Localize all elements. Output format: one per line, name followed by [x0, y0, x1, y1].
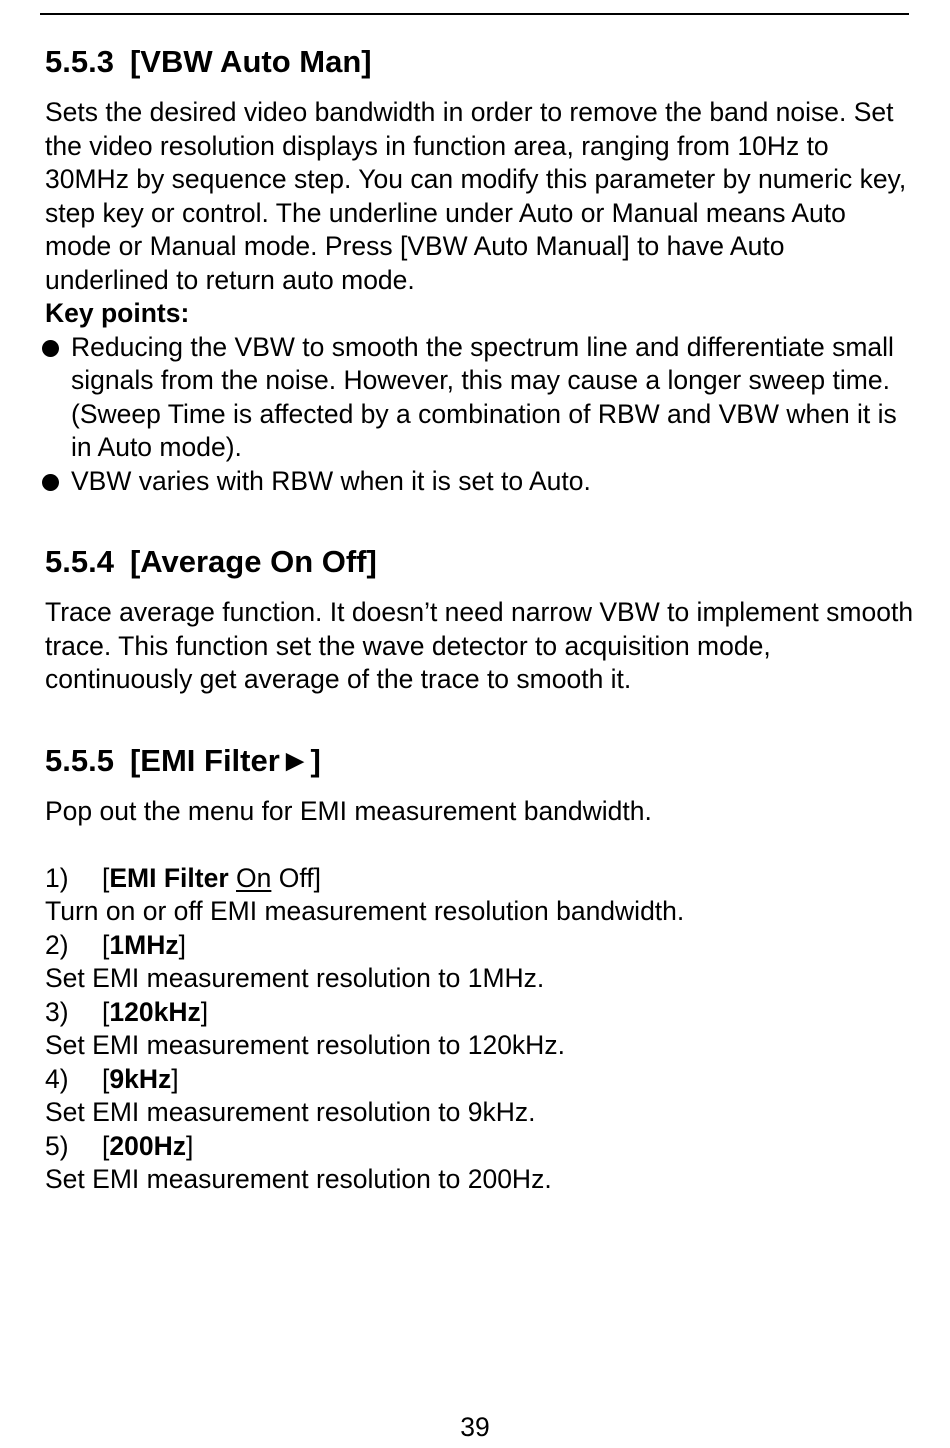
item-label-off: Off [278, 862, 314, 893]
section-title: [VBW Auto Man] [129, 44, 372, 79]
item-heading: 5) [200Hz] [45, 1130, 915, 1164]
section-title: [Average On Off] [129, 544, 377, 579]
item-heading: 1) [EMI Filter On Off] [45, 862, 915, 896]
item-heading: 2) [1MHz] [45, 929, 915, 963]
item-label: 9kHz [109, 1063, 172, 1094]
section-heading [45, 540, 915, 584]
item-heading: 4) [9kHz] [45, 1063, 915, 1097]
item-number: 1) [45, 862, 69, 893]
section-paragraph: Trace average function. It doesn’t need narrow VBW to implement smooth trace. This function set the wave detector to acquisition mode, continuously get average of the trace to smooth it. [45, 597, 914, 694]
emi-item-5 [45, 1130, 915, 1197]
item-label-on: On [236, 862, 272, 893]
item-label: 1MHz [109, 929, 179, 960]
key-points-label: Key points: [45, 298, 190, 328]
emi-item-3 [45, 996, 915, 1063]
item-description: Set EMI measurement resolution to 200Hz. [45, 1164, 552, 1194]
item-heading: 3) [120kHz] [45, 996, 915, 1030]
item-number: 3) [45, 996, 69, 1027]
top-rule [40, 13, 909, 15]
section-emi-filter [45, 739, 915, 1197]
list-item [42, 331, 915, 465]
bullet-text: VBW varies with RBW when it is set to Auto. [71, 465, 591, 496]
emi-item-4 [45, 1063, 915, 1130]
bullet-icon [42, 474, 59, 491]
item-number: 5) [45, 1130, 69, 1161]
section-heading [45, 40, 915, 84]
item-label: EMI Filter [109, 862, 229, 893]
section-number: 5.5.5 [45, 742, 114, 778]
section-paragraph: Pop out the menu for EMI measurement bandwidth. [45, 795, 652, 826]
item-description: Set EMI measurement resolution to 120kHz. [45, 1030, 565, 1060]
section-average-on-off [45, 540, 915, 697]
list-item [42, 465, 915, 499]
item-number: 2) [45, 929, 69, 960]
section-vbw-auto-man [45, 40, 915, 498]
bullet-text: Reducing the VBW to smooth the spectrum line and differentiate small signals from the noise. However, this may cause a longer sweep time. (Sweep Time is affected by a combination of RBW and VBW when it is in Auto mode). [71, 331, 897, 462]
emi-item-1 [45, 862, 915, 929]
page-number: 39 [460, 1412, 490, 1442]
item-description: Turn on or off EMI measurement resolution bandwidth. [45, 896, 685, 926]
key-points-list [45, 331, 915, 499]
bullet-icon [42, 340, 59, 357]
item-number: 4) [45, 1063, 69, 1094]
page-content [45, 40, 915, 1197]
item-label: 200Hz [109, 1130, 186, 1161]
section-paragraph: Sets the desired video bandwidth in order to remove the band noise. Set the video resolution displays in function area, ranging from 10Hz to 30MHz by sequence step. You can modify this parameter by numeric key, step key or control. The underline under Auto or Manual means Auto mode or Manual mode. Press [VBW Auto Manual] to have Auto underlined to return auto mode. [45, 97, 907, 295]
item-description: Set EMI measurement resolution to 9kHz. [45, 1097, 536, 1127]
section-heading [45, 739, 915, 783]
item-description: Set EMI measurement resolution to 1MHz. [45, 963, 545, 993]
section-title: [EMI Filter►] [129, 742, 321, 778]
section-number: 5.5.4 [45, 544, 114, 579]
section-number: 5.5.3 [45, 44, 114, 79]
emi-item-2 [45, 929, 915, 996]
item-label: 120kHz [109, 996, 201, 1027]
